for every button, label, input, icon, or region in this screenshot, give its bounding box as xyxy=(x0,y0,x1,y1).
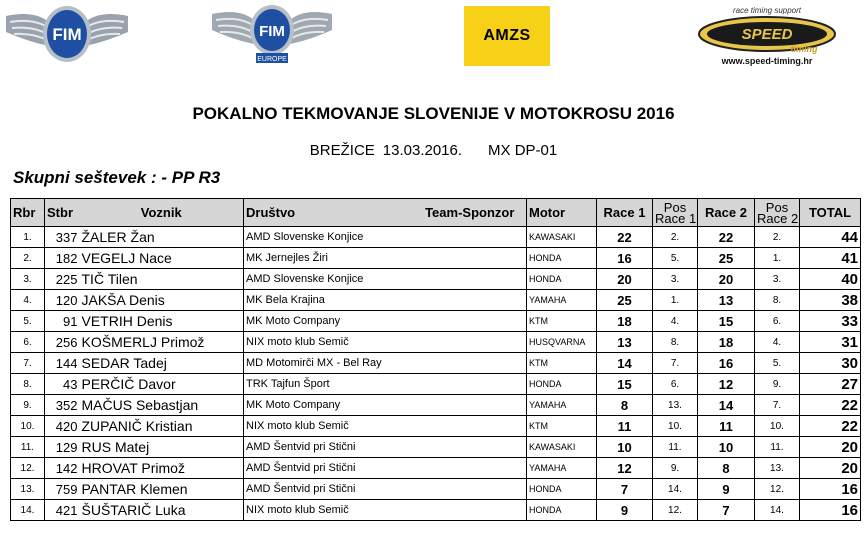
col-team: Team-Sponzor xyxy=(414,199,527,227)
col-rbr: Rbr xyxy=(11,199,45,227)
cell-motor: YAMAHA xyxy=(527,458,597,479)
cell-drustvo: MD Motomirči MX - Bel Ray xyxy=(244,353,414,374)
cell-total: 27 xyxy=(800,374,861,395)
cell-race2: 20 xyxy=(698,269,755,290)
cell-drustvo: AMD Slovenske Konjice xyxy=(244,227,414,248)
event-date: 13.03.2016. xyxy=(382,142,463,159)
cell-stbr: 352 xyxy=(45,395,80,416)
cell-voznik: PERČIČ Davor xyxy=(80,374,244,395)
cell-race2: 15 xyxy=(698,311,755,332)
cell-race2: 13 xyxy=(698,290,755,311)
cell-pos2: 11. xyxy=(755,437,800,458)
cell-voznik: KOŠMERLJ Primož xyxy=(80,332,244,353)
cell-total: 33 xyxy=(800,311,861,332)
table-row xyxy=(11,248,861,269)
fim-europe-logo-text: FIM xyxy=(259,23,285,40)
cell-race2: 10 xyxy=(698,437,755,458)
cell-pos2: 6. xyxy=(755,311,800,332)
cell-rbr: 3. xyxy=(11,269,45,290)
cell-race1: 14 xyxy=(597,353,653,374)
cell-stbr: 256 xyxy=(45,332,80,353)
cell-rbr: 11. xyxy=(11,437,45,458)
cell-drustvo: NIX moto klub Semič xyxy=(244,332,414,353)
cell-team xyxy=(414,248,527,269)
cell-rbr: 1. xyxy=(11,227,45,248)
speed-timing-logo xyxy=(692,4,842,68)
cell-team xyxy=(414,374,527,395)
cell-total: 44 xyxy=(800,227,861,248)
cell-pos1: 8. xyxy=(653,332,698,353)
amzs-logo xyxy=(464,6,550,66)
cell-race1: 13 xyxy=(597,332,653,353)
cell-pos2: 1. xyxy=(755,248,800,269)
table-row xyxy=(11,416,861,437)
cell-motor: HONDA xyxy=(527,479,597,500)
table-row xyxy=(11,479,861,500)
cell-team xyxy=(414,458,527,479)
cell-rbr: 6. xyxy=(11,332,45,353)
cell-voznik: ZUPANIČ Kristian xyxy=(80,416,244,437)
cell-pos2: 3. xyxy=(755,269,800,290)
cell-race1: 25 xyxy=(597,290,653,311)
cell-pos1: 7. xyxy=(653,353,698,374)
cell-total: 38 xyxy=(800,290,861,311)
cell-stbr: 182 xyxy=(45,248,80,269)
cell-race1: 15 xyxy=(597,374,653,395)
cell-team xyxy=(414,437,527,458)
cell-pos1: 5. xyxy=(653,248,698,269)
cell-drustvo: NIX moto klub Semič xyxy=(244,416,414,437)
col-stbr: Stbr xyxy=(45,199,80,227)
cell-rbr: 12. xyxy=(11,458,45,479)
cell-pos1: 1. xyxy=(653,290,698,311)
cell-total: 16 xyxy=(800,479,861,500)
cell-total: 30 xyxy=(800,353,861,374)
col-voznik: Voznik xyxy=(80,199,244,227)
cell-rbr: 4. xyxy=(11,290,45,311)
cell-race1: 8 xyxy=(597,395,653,416)
table-row xyxy=(11,227,861,248)
page-title: POKALNO TEKMOVANJE SLOVENIJE V MOTOKROSU 2016 xyxy=(192,104,675,123)
cell-voznik: MAČUS Sebastjan xyxy=(80,395,244,416)
cell-motor: KAWASAKI xyxy=(527,437,597,458)
cell-race2: 12 xyxy=(698,374,755,395)
cell-stbr: 759 xyxy=(45,479,80,500)
event-place: BREŽICE xyxy=(309,142,375,159)
cell-race2: 25 xyxy=(698,248,755,269)
cell-drustvo: MK Moto Company xyxy=(244,311,414,332)
col-drustvo xyxy=(244,199,414,227)
cell-motor: YAMAHA xyxy=(527,395,597,416)
cell-pos1: 6. xyxy=(653,374,698,395)
cell-pos1: 10. xyxy=(653,416,698,437)
cell-pos2: 14. xyxy=(755,500,800,521)
cell-total: 16 xyxy=(800,500,861,521)
table-row xyxy=(11,332,861,353)
cell-rbr: 10. xyxy=(11,416,45,437)
cell-motor: HONDA xyxy=(527,374,597,395)
cell-motor: KTM xyxy=(527,353,597,374)
cell-stbr: 129 xyxy=(45,437,80,458)
cell-drustvo: MK Moto Company xyxy=(244,395,414,416)
cell-rbr: 2. xyxy=(11,248,45,269)
cell-motor: KAWASAKI xyxy=(527,227,597,248)
cell-rbr: 14. xyxy=(11,500,45,521)
cell-race1: 22 xyxy=(597,227,653,248)
amzs-logo-text: AMZS xyxy=(483,27,531,44)
col-pos1 xyxy=(653,199,698,227)
cell-race2: 7 xyxy=(698,500,755,521)
speed-sub-text: timing xyxy=(790,44,818,54)
col-pos2-a: Pos xyxy=(765,199,789,215)
cell-rbr: 9. xyxy=(11,395,45,416)
cell-rbr: 7. xyxy=(11,353,45,374)
section-title: Skupni seštevek : - PP R3 xyxy=(13,168,221,187)
logo-bar xyxy=(0,0,867,75)
cell-voznik: HROVAT Primož xyxy=(80,458,244,479)
cell-pos1: 3. xyxy=(653,269,698,290)
fim-europe-sub-text: EUROPE xyxy=(257,56,287,63)
cell-voznik: ŽALER Žan xyxy=(80,227,244,248)
cell-drustvo: AMD Šentvid pri Stični xyxy=(244,479,414,500)
cell-pos2: 12. xyxy=(755,479,800,500)
cell-rbr: 5. xyxy=(11,311,45,332)
table-row xyxy=(11,311,861,332)
cell-motor: HUSQVARNA xyxy=(527,332,597,353)
cell-team xyxy=(414,395,527,416)
cell-team xyxy=(414,269,527,290)
table-row xyxy=(11,353,861,374)
table-row xyxy=(11,395,861,416)
col-motor: Motor xyxy=(527,199,597,227)
cell-total: 20 xyxy=(800,458,861,479)
cell-race1: 9 xyxy=(597,500,653,521)
cell-pos2: 4. xyxy=(755,332,800,353)
cell-rbr: 8. xyxy=(11,374,45,395)
cell-motor: HONDA xyxy=(527,248,597,269)
table-row xyxy=(11,290,861,311)
cell-drustvo: MK Jernejles Žiri xyxy=(244,248,414,269)
results-body xyxy=(11,227,861,521)
cell-stbr: 225 xyxy=(45,269,80,290)
cell-race2: 8 xyxy=(698,458,755,479)
col-pos1-a: Pos xyxy=(663,199,687,215)
cell-race1: 20 xyxy=(597,269,653,290)
table-row xyxy=(11,500,861,521)
cell-race2: 11 xyxy=(698,416,755,437)
cell-team xyxy=(414,332,527,353)
cell-race2: 22 xyxy=(698,227,755,248)
cell-pos2: 13. xyxy=(755,458,800,479)
cell-voznik: SEDAR Tadej xyxy=(80,353,244,374)
cell-stbr: 91 xyxy=(45,311,80,332)
cell-stbr: 337 xyxy=(45,227,80,248)
cell-rbr: 13. xyxy=(11,479,45,500)
cell-drustvo: AMD Šentvid pri Stični xyxy=(244,437,414,458)
speed-top-text: race timing support xyxy=(732,6,802,15)
cell-drustvo: NIX moto klub Semič xyxy=(244,500,414,521)
cell-pos2: 8. xyxy=(755,290,800,311)
cell-stbr: 120 xyxy=(45,290,80,311)
col-race1: Race 1 xyxy=(597,199,653,227)
cell-motor: KTM xyxy=(527,416,597,437)
cell-drustvo: MK Bela Krajina xyxy=(244,290,414,311)
cell-team xyxy=(414,311,527,332)
cell-pos1: 11. xyxy=(653,437,698,458)
table-row xyxy=(11,269,861,290)
cell-total: 22 xyxy=(800,395,861,416)
cell-race1: 16 xyxy=(597,248,653,269)
cell-race2: 9 xyxy=(698,479,755,500)
fim-logo xyxy=(4,2,130,68)
table-header-row xyxy=(11,199,861,227)
table-row xyxy=(11,437,861,458)
cell-voznik: JAKŠA Denis xyxy=(80,290,244,311)
cell-pos2: 2. xyxy=(755,227,800,248)
results-table xyxy=(10,198,861,521)
cell-pos2: 10. xyxy=(755,416,800,437)
cell-total: 31 xyxy=(800,332,861,353)
cell-pos1: 2. xyxy=(653,227,698,248)
cell-voznik: TIČ Tilen xyxy=(80,269,244,290)
cell-team xyxy=(414,479,527,500)
col-total: TOTAL xyxy=(800,199,861,227)
cell-voznik: RUS Matej xyxy=(80,437,244,458)
cell-race1: 12 xyxy=(597,458,653,479)
cell-drustvo: TRK Tajfun Šport xyxy=(244,374,414,395)
table-row xyxy=(11,374,861,395)
cell-stbr: 142 xyxy=(45,458,80,479)
cell-voznik: PANTAR Klemen xyxy=(80,479,244,500)
cell-total: 40 xyxy=(800,269,861,290)
col-drustvo-label: Društvo xyxy=(246,205,296,220)
col-pos2 xyxy=(755,199,800,227)
cell-stbr: 43 xyxy=(45,374,80,395)
speed-main-text: SPEED xyxy=(741,26,793,43)
cell-stbr: 420 xyxy=(45,416,80,437)
cell-pos1: 13. xyxy=(653,395,698,416)
cell-team xyxy=(414,290,527,311)
event-class: MX DP-01 xyxy=(488,142,558,159)
cell-pos1: 9. xyxy=(653,458,698,479)
cell-team xyxy=(414,353,527,374)
cell-pos1: 12. xyxy=(653,500,698,521)
cell-total: 22 xyxy=(800,416,861,437)
event-info xyxy=(0,142,867,159)
col-pos2-b: Race 2 xyxy=(757,210,799,226)
cell-pos1: 4. xyxy=(653,311,698,332)
cell-race2: 14 xyxy=(698,395,755,416)
cell-drustvo: AMD Šentvid pri Stični xyxy=(244,458,414,479)
cell-race1: 10 xyxy=(597,437,653,458)
cell-stbr: 144 xyxy=(45,353,80,374)
fim-logo-text: FIM xyxy=(52,25,82,44)
fim-europe-logo xyxy=(210,2,334,66)
cell-pos1: 14. xyxy=(653,479,698,500)
cell-pos2: 9. xyxy=(755,374,800,395)
cell-drustvo: AMD Slovenske Konjice xyxy=(244,269,414,290)
cell-team xyxy=(414,416,527,437)
col-pos1-b: Race 1 xyxy=(655,210,697,226)
cell-race2: 18 xyxy=(698,332,755,353)
cell-motor: KTM xyxy=(527,311,597,332)
cell-pos2: 5. xyxy=(755,353,800,374)
cell-stbr: 421 xyxy=(45,500,80,521)
cell-pos2: 7. xyxy=(755,395,800,416)
cell-motor: HONDA xyxy=(527,500,597,521)
col-race2: Race 2 xyxy=(698,199,755,227)
cell-voznik: VETRIH Denis xyxy=(80,311,244,332)
cell-race2: 16 xyxy=(698,353,755,374)
cell-race1: 18 xyxy=(597,311,653,332)
cell-race1: 11 xyxy=(597,416,653,437)
cell-voznik: VEGELJ Nace xyxy=(80,248,244,269)
cell-total: 20 xyxy=(800,437,861,458)
cell-voznik: ŠUŠTARIČ Luka xyxy=(80,500,244,521)
cell-team xyxy=(414,500,527,521)
speed-url-text: www.speed-timing.hr xyxy=(721,56,813,66)
cell-total: 41 xyxy=(800,248,861,269)
cell-team xyxy=(414,227,527,248)
cell-race1: 7 xyxy=(597,479,653,500)
cell-motor: HONDA xyxy=(527,269,597,290)
cell-motor: YAMAHA xyxy=(527,290,597,311)
table-row xyxy=(11,458,861,479)
